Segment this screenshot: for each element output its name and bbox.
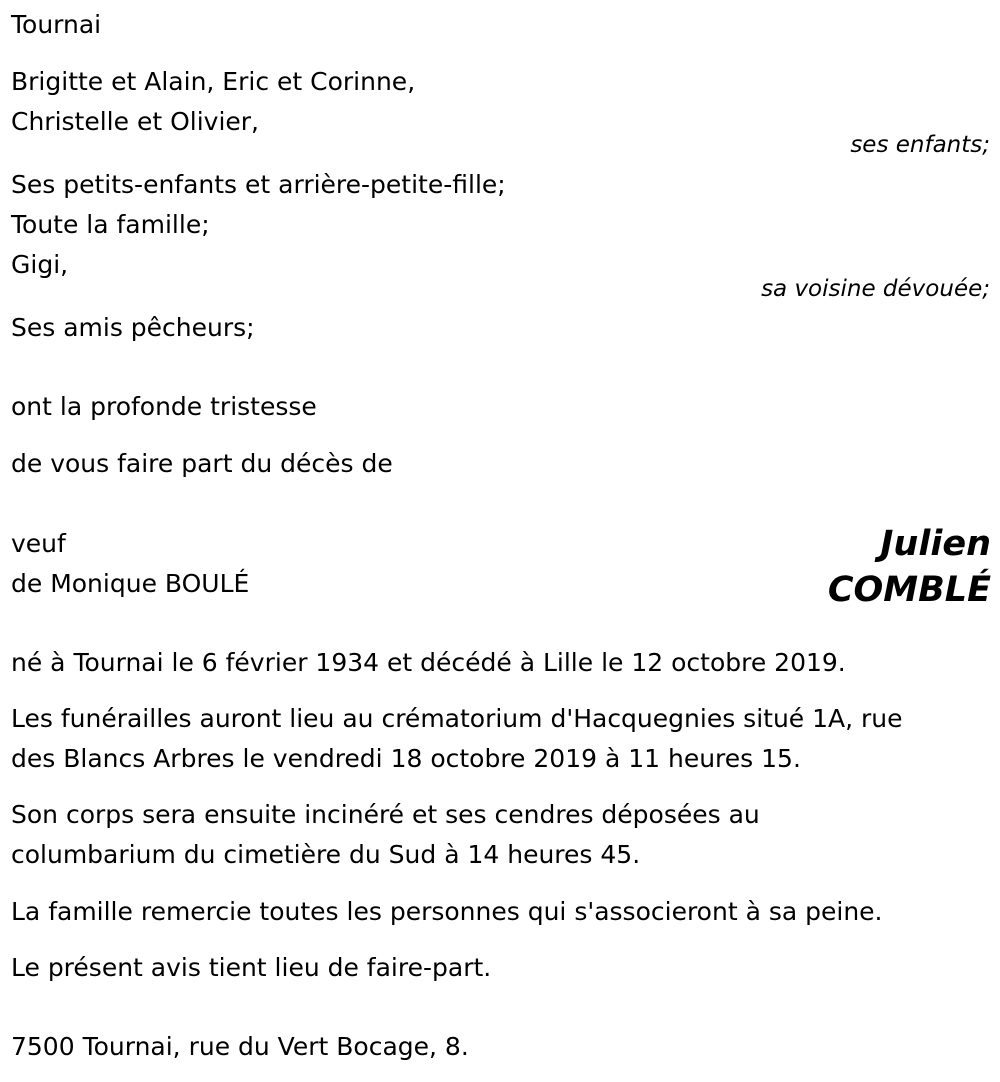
- spouse-name: de Monique BOULÉ: [11, 569, 250, 598]
- children-names-line-2: Christelle et Olivier,: [11, 107, 259, 136]
- widower-status: veuf: [11, 529, 66, 558]
- neighbor-name: Gigi,: [11, 250, 69, 279]
- funeral-line-2: des Blancs Arbres le vendredi 18 octobre 2019 à 11 heures 15.: [11, 744, 801, 773]
- cremation-line-1: Son corps sera ensuite incinéré et ses cendres déposées au: [11, 800, 760, 829]
- deceased-last-name: COMBLÉ: [827, 570, 991, 610]
- friends-line: Ses amis pêcheurs;: [11, 313, 255, 342]
- deceased-first-name: Julien: [880, 524, 991, 564]
- cremation-line-2: columbarium du cimetière du Sud à 14 heures 45.: [11, 840, 641, 869]
- children-names-line-1: Brigitte et Alain, Eric et Corinne,: [11, 67, 416, 96]
- funeral-line-1: Les funérailles auront lieu au crématorium d'Hacquegnies situé 1A, rue: [11, 704, 903, 733]
- announcement-line-2: de vous faire part du décès de: [11, 449, 393, 478]
- neighbor-role: sa voisine dévouée;: [761, 276, 990, 302]
- grandchildren-line: Ses petits-enfants et arrière-petite-fille;: [11, 170, 506, 199]
- family-line: Toute la famille;: [11, 210, 210, 239]
- children-role: ses enfants;: [850, 132, 990, 158]
- thanks-line: La famille remercie toutes les personnes qui s'associeront à sa peine.: [11, 897, 883, 926]
- city-header: Tournai: [11, 10, 102, 39]
- birth-death-line: né à Tournai le 6 février 1934 et décédé à Lille le 12 octobre 2019.: [11, 648, 846, 677]
- announcement-line-1: ont la profonde tristesse: [11, 392, 317, 421]
- address-line: 7500 Tournai, rue du Vert Bocage, 8.: [11, 1032, 469, 1061]
- notice-line: Le présent avis tient lieu de faire-part.: [11, 953, 492, 982]
